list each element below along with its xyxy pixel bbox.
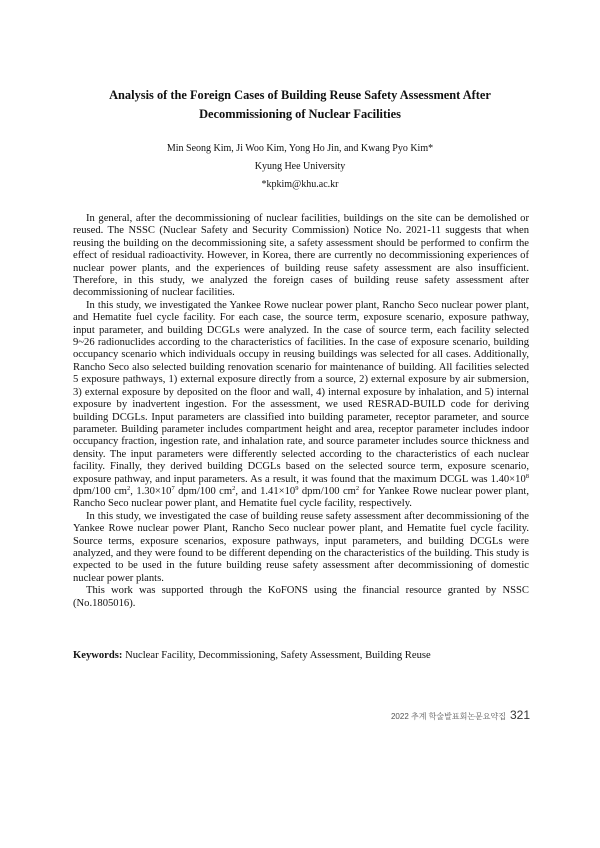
dcgl-2-unit: dpm/100 cm <box>174 485 233 497</box>
corresponding-email: *kpkim@khu.ac.kr <box>261 179 339 190</box>
paragraph-acknowledgement: This work was supported through the KoFONS using the financial resource granted by NSSC (No.1805016). <box>73 585 529 609</box>
page-number: 321 <box>509 708 530 722</box>
author-list: Min Seong Kim, Ji Woo Kim, Yong Ho Jin, and Kwang Pyo Kim* <box>166 143 434 154</box>
title-line-2: Decommissioning of Nuclear Facilities <box>199 107 401 121</box>
dcgl-3-base: 1.41×10 <box>260 485 296 497</box>
title-line-1: Analysis of the Foreign Cases of Building Reuse Safety Assessment After <box>109 88 491 102</box>
paragraph-conclusion: In this study, we investigated the case of building reuse safety assessment after decommissioning of the Yankee Rowe nuclear power Plant, Rancho Seco nuclear power plant, and Hematite fuel cycle facility. Source terms, exposure scenarios, exposure pathways, input parameters, and building DCGLs were analyzed, and they were found to be different depending on the characteristics of the building. This study is expected to be used in the future building reuse safety assessment after decommissioning of domestic nuclear power plants. <box>73 510 529 584</box>
dcgl-2-exponent: 7 <box>171 484 175 492</box>
page-footer <box>391 708 530 722</box>
dcgl-3-unit: dpm/100 cm <box>298 485 356 497</box>
dcgl-1-unit-exponent: 2 <box>127 484 131 492</box>
separator-and: , and <box>235 485 261 497</box>
dcgl-3-exponent: 9 <box>295 484 299 492</box>
methods-tail: for Yankee Rowe nuclear power plant, Rancho Seco nuclear power plant, and Hematite fuel cycle facility, respectively. <box>73 485 529 510</box>
dcgl-value-3 <box>260 486 359 497</box>
keywords-text: Nuclear Facility, Decommissioning, Safety Assessment, Building Reuse <box>122 650 431 661</box>
proceedings-title: 2022 추계 학술발표회논문요약집 <box>390 712 506 721</box>
dcgl-2-base: 1.30×10 <box>136 485 172 497</box>
separator-comma: , <box>130 485 137 497</box>
paper-title <box>60 86 540 124</box>
dcgl-1-unit: dpm/100 cm <box>73 485 128 497</box>
dcgl-1-exponent: 8 <box>525 472 529 480</box>
keywords <box>73 650 529 661</box>
methods-text: In this study, we investigated the Yankee Rowe nuclear power plant, Rancho Seco nuclear power plant, and Hematite fuel cycle facility. For each case, the source term, exposure scenario, exposure pathway, input parameter, and building DCGLs were analyzed. In the case of source term, each facility selected 9~26 radionuclides according to the characteristics of facilities. In the case of exposure scenario, building occupancy scenario which individuals occupy in reusing buildings was selected for all cases. Additionally, Rancho Seco also selected building renovation scenario for maintenance of building. All facilities selected 5 exposure pathways, 1) external exposure directly from a source, 2) external exposure by air submersion, 3) external exposure by deposited on the floor and wall, 4) internal exposure by inhalation, and 5) internal exposure by inadvertent ingestion. For the assessment, we used RESRAD-BUILD code for deriving building DCGLs. Input parameters are classified into building parameter, receptor parameter, and source parameter. Building parameter includes compartment height and area, receptor parameter includes indoor occupancy fraction, ingestion rate, and inhalation rate, and source parameter includes source thickness and density. The input parameters were differently selected according to the characteristics of each nuclear facility. Finally, they derived building DCGLs based on the selected source term, exposure scenario, exposure pathway, and input parameters. As a result, it was found that the maximum DCGL was <box>73 299 529 485</box>
paragraph-intro: In general, after the decommissioning of nuclear facilities, buildings on the site can be demolished or reused. The NSSC (Nuclear Safety and Security Commission) Notice No. 2021-11 suggests that when reusing the building on the decommissioning site, a safety assessment should be performed to confirm the effect of residual radioactivity. However, in Korea, there are currently no decommissioning experiences of nuclear power plants, and the experiences of building reuse safety assessment are also insufficient. Therefore, in this study, we analyzed the foreign cases of building reuse safety assessment after decommissioning of nuclear facilities. <box>73 213 529 299</box>
dcgl-2-unit-exponent: 2 <box>232 484 236 492</box>
affiliation: Kyung Hee University <box>254 161 346 172</box>
dcgl-value-2 <box>136 486 235 497</box>
dcgl-1-base: 1.40×10 <box>490 473 526 485</box>
dcgl-3-unit-exponent: 2 <box>355 484 360 492</box>
paragraph-methods <box>73 300 529 511</box>
abstract-body <box>73 213 529 610</box>
keywords-label: Keywords: <box>73 650 123 661</box>
